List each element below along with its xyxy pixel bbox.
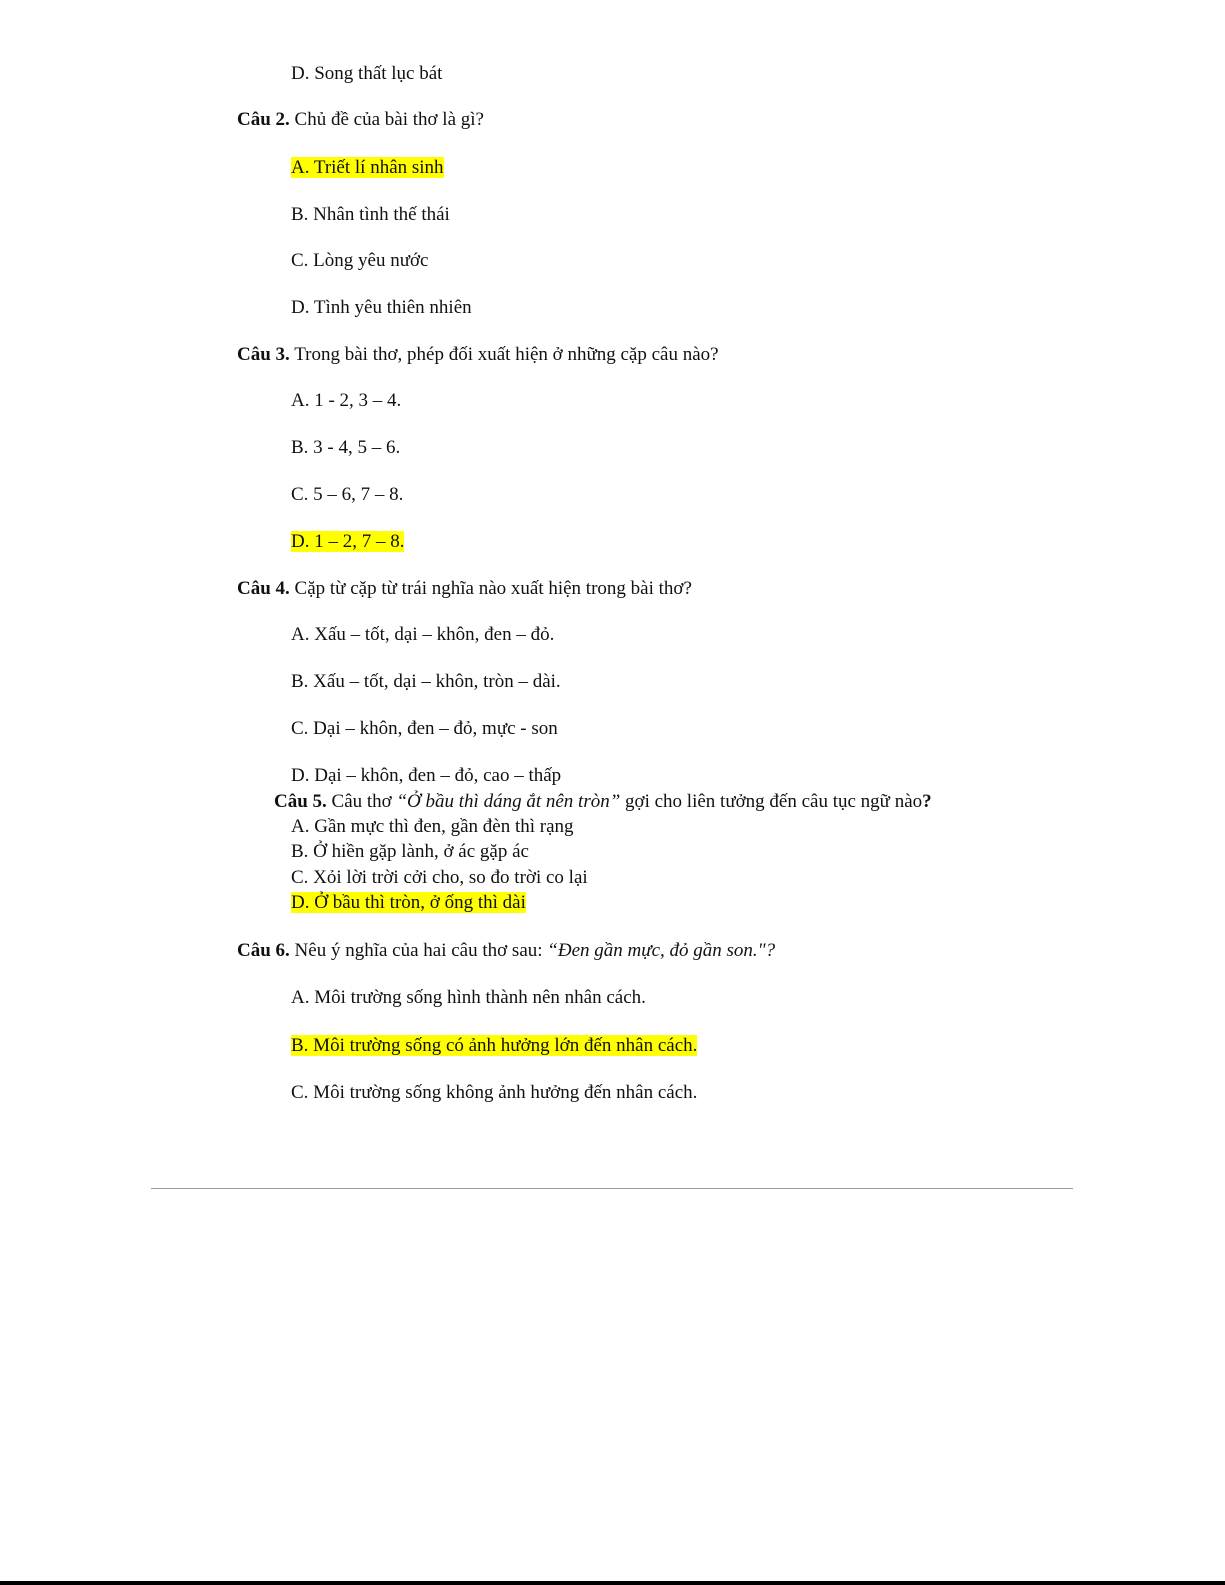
question-2	[237, 109, 484, 131]
question-6-text: Nêu ý nghĩa của hai câu thơ sau:	[294, 940, 543, 961]
question-3	[237, 344, 719, 366]
q6-option-c: C. Môi trường sống không ảnh hưởng đến nhân cách.	[291, 1082, 698, 1103]
q6-option-b-text: B. Môi trường sống có ảnh hưởng lớn đến nhân cách.	[291, 1035, 698, 1056]
q4-option-b: B. Xấu – tốt, dại – khôn, tròn – dài.	[291, 671, 561, 692]
question-6-label: Câu 6.	[237, 940, 290, 961]
question-5-qmark: ?	[922, 791, 932, 812]
q3-option-c: C. 5 – 6, 7 – 8.	[291, 484, 404, 505]
question-5	[274, 791, 932, 813]
q4-option-c: C. Dại – khôn, đen – đỏ, mực - son	[291, 718, 558, 739]
question-6	[237, 940, 775, 962]
question-3-text: Trong bài thơ, phép đối xuất hiện ở những cặp câu nào?	[294, 344, 719, 365]
question-2-label: Câu 2.	[237, 109, 290, 130]
bottom-edge-bar	[0, 1581, 1225, 1585]
q4-option-d: D. Dại – khôn, đen – đỏ, cao – thấp	[291, 765, 562, 786]
q2-option-a-text: A. Triết lí nhân sinh	[291, 157, 444, 178]
q6-option-a: A. Môi trường sống hình thành nên nhân cách.	[291, 987, 646, 1008]
question-4-label: Câu 4.	[237, 578, 290, 599]
question-5-label: Câu 5.	[274, 791, 327, 812]
q2-option-c: C. Lòng yêu nước	[291, 250, 429, 271]
q3-option-d	[291, 531, 404, 553]
q5-option-b: B. Ở hiền gặp lành, ở ác gặp ác	[291, 841, 529, 862]
q3-option-d-text: D. 1 – 2, 7 – 8.	[291, 531, 405, 552]
q4-option-a: A. Xấu – tốt, dại – khôn, đen – đỏ.	[291, 624, 555, 645]
q5-option-c: C. Xỏi lời trời cởi cho, so đo trời co lại	[291, 867, 588, 888]
question-2-text: Chủ đề của bài thơ là gì?	[294, 109, 484, 130]
q6-option-b	[291, 1035, 697, 1057]
q2-option-b: B. Nhân tình thế thái	[291, 204, 450, 225]
question-4	[237, 578, 692, 600]
question-3-label: Câu 3.	[237, 344, 290, 365]
q2-option-d: D. Tình yêu thiên nhiên	[291, 297, 472, 318]
q1-option-d: D. Song thất lục bát	[291, 63, 443, 84]
question-5-quote: “Ở bầu thì dáng ắt nên tròn”	[396, 791, 621, 812]
q5-option-d-text: D. Ở bầu thì tròn, ở ống thì dài	[291, 892, 526, 913]
question-5-text-before: Câu thơ	[331, 791, 392, 812]
question-6-quote: “Đen gần mực, đỏ gần son."?	[547, 940, 776, 961]
q5-option-d	[291, 892, 526, 914]
q5-option-a: A. Gần mực thì đen, gần đèn thì rạng	[291, 816, 574, 837]
question-5-text-after: gợi cho liên tưởng đến câu tục ngữ nào	[625, 791, 923, 812]
page-divider	[151, 1188, 1073, 1189]
q2-option-a	[291, 157, 444, 179]
q3-option-a: A. 1 - 2, 3 – 4.	[291, 390, 402, 411]
q3-option-b: B. 3 - 4, 5 – 6.	[291, 437, 401, 458]
question-4-text: Cặp từ cặp từ trái nghĩa nào xuất hiện trong bài thơ?	[294, 578, 692, 599]
